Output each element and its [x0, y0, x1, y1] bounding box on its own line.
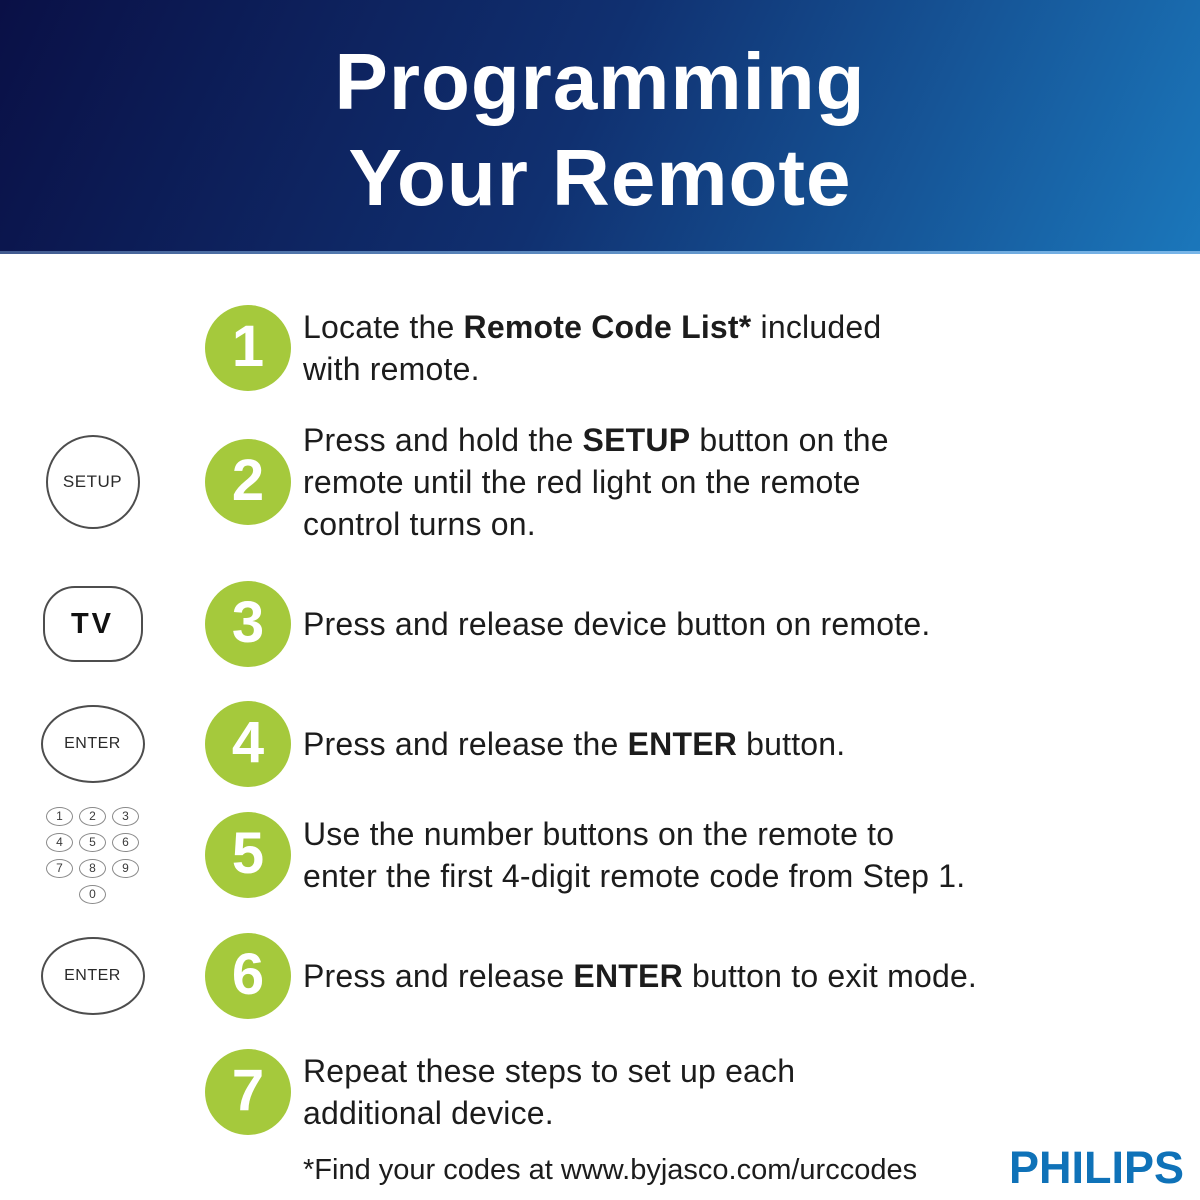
keypad-key-3: 3 [112, 807, 139, 826]
step-text-plain: included [751, 309, 882, 345]
keypad-key-5: 5 [79, 833, 106, 852]
step-5-icon-col [0, 807, 185, 904]
enter-button-label: ENTER [64, 735, 121, 752]
keypad-key-4: 4 [46, 833, 73, 852]
step-row-3 [0, 579, 1200, 669]
step-number: 5 [231, 820, 265, 886]
enter-button-icon [41, 705, 145, 783]
keypad-row [46, 833, 139, 852]
header-banner [0, 0, 1200, 254]
step-text-plain: enter the first 4-digit remote code from Step 1. [303, 858, 966, 894]
step-text-line [303, 419, 889, 461]
step-row-4 [0, 699, 1200, 789]
footer [0, 1142, 1200, 1200]
step-2-icon-col [0, 435, 185, 529]
step-7-badge-col [185, 1049, 303, 1135]
keypad-key-8: 8 [79, 859, 106, 878]
step-text-plain: remote until the red light on the remote [303, 464, 861, 500]
step-text-line [303, 723, 845, 765]
step-text-line [303, 855, 965, 897]
keypad-row [79, 885, 106, 904]
philips-logo: PHILIPS [1008, 1142, 1184, 1193]
step-3-badge-col [185, 581, 303, 667]
page-title-line2: Your Remote [348, 133, 852, 222]
step-2-text [303, 419, 889, 545]
step-text-plain: button. [737, 726, 846, 762]
keypad-row [46, 859, 139, 878]
step-text-line [303, 1092, 795, 1134]
step-text-line [303, 603, 930, 645]
step-number: 7 [231, 1057, 265, 1123]
tv-button-icon [43, 586, 143, 662]
keypad-key-1: 1 [46, 807, 73, 826]
keypad-key-2: 2 [79, 807, 106, 826]
step-text-line [303, 306, 881, 348]
step-text-plain: Repeat these steps to set up each [303, 1053, 796, 1089]
step-text-line [303, 461, 889, 503]
step-number: 4 [231, 709, 265, 775]
step-number-badge [205, 1049, 291, 1135]
step-text-plain: button to exit mode. [682, 958, 978, 994]
step-number-badge [205, 305, 291, 391]
step-5-text [303, 813, 965, 897]
keypad-key-0: 0 [79, 885, 106, 904]
setup-button-icon [46, 435, 140, 529]
step-6-text [303, 955, 977, 997]
step-text-line [303, 813, 965, 855]
step-text-plain: additional device. [303, 1095, 554, 1131]
step-text-bold: Remote Code List* [463, 309, 752, 345]
step-text-bold: SETUP [582, 422, 691, 458]
enter-button-label: ENTER [64, 967, 121, 984]
step-text-plain: Press and release device button on remote. [303, 606, 931, 642]
step-6-badge-col [185, 933, 303, 1019]
steps-list [0, 254, 1200, 1137]
step-text-plain: control turns on. [303, 506, 536, 542]
step-row-6 [0, 931, 1200, 1021]
step-text-line [303, 503, 889, 545]
step-text-plain: Press and release the [303, 726, 628, 762]
step-number-badge [205, 812, 291, 898]
step-row-5 [0, 803, 1200, 907]
step-1-text [303, 306, 881, 390]
keypad-key-9: 9 [112, 859, 139, 878]
step-text-line [303, 348, 881, 390]
step-number: 2 [231, 447, 265, 513]
step-text-plain: button on the [690, 422, 889, 458]
step-number: 3 [231, 589, 265, 655]
step-text-plain: with remote. [303, 351, 480, 387]
step-number-badge [205, 933, 291, 1019]
number-pad-icon [46, 807, 139, 904]
step-row-2 [0, 419, 1200, 545]
step-text-bold: ENTER [573, 958, 683, 994]
step-row-7 [0, 1047, 1200, 1137]
step-4-text [303, 723, 845, 765]
tv-button-label: TV [70, 607, 115, 640]
step-number: 6 [231, 941, 265, 1007]
step-4-icon-col [0, 705, 185, 783]
step-4-badge-col [185, 701, 303, 787]
step-text-line [303, 955, 977, 997]
step-3-icon-col [0, 586, 185, 662]
keypad-key-6: 6 [112, 833, 139, 852]
setup-button-label: SETUP [62, 472, 123, 491]
step-text-plain: Use the number buttons on the remote to [303, 816, 895, 852]
step-5-badge-col [185, 812, 303, 898]
step-text-plain: Press and hold the [303, 422, 583, 458]
keypad-row [46, 807, 139, 826]
step-number-badge [205, 701, 291, 787]
step-text-line [303, 1050, 795, 1092]
step-number: 1 [231, 313, 265, 379]
step-7-text [303, 1050, 795, 1134]
step-text-plain: Press and release [303, 958, 574, 994]
step-number-badge [205, 439, 291, 525]
step-3-text [303, 603, 930, 645]
step-row-1 [0, 303, 1200, 393]
step-6-icon-col [0, 937, 185, 1015]
step-1-badge-col [185, 305, 303, 391]
keypad-key-7: 7 [46, 859, 73, 878]
step-text-bold: ENTER [627, 726, 738, 762]
step-number-badge [205, 581, 291, 667]
step-2-badge-col [185, 439, 303, 525]
step-text-plain: Locate the [303, 309, 464, 345]
page-title-line1: Programming [334, 37, 866, 126]
enter-button-icon [41, 937, 145, 1015]
codes-footnote: *Find your codes at www.byjasco.com/urccodes [303, 1154, 918, 1186]
